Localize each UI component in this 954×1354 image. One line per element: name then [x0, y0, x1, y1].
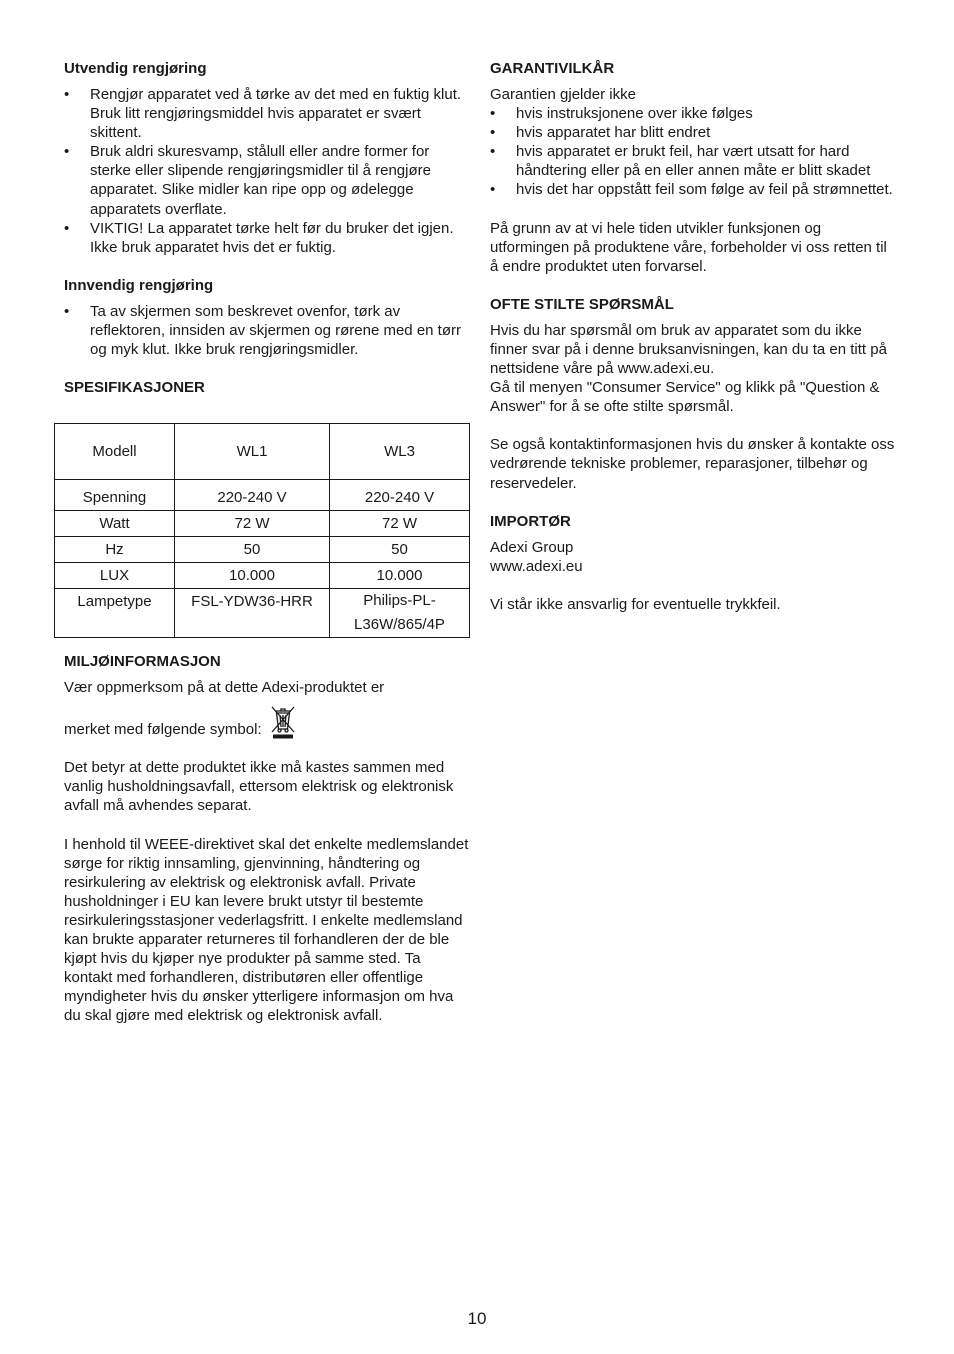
table-cell: 220-240 V	[330, 480, 470, 511]
list-item: • Bruk aldri skuresvamp, stålull eller andre former for sterke eller slipende rengjøringsmidler til å rengjøre apparatet. Slike midler kan ripe opp og ødelegge apparatets overflate.	[64, 142, 469, 218]
heading-specifications: SPESIFIKASJONER	[64, 379, 205, 397]
environment-symbol-text: merket med følgende symbol:	[64, 721, 262, 739]
table-cell: Watt	[55, 511, 175, 537]
table-cell: Lampetype	[55, 589, 175, 638]
list-item: • VIKTIG! La apparatet tørke helt før du bruker det igjen. Ikke bruk apparatet hvis det er fuktig.	[64, 219, 469, 257]
list-item: • hvis det har oppstått feil som følge av feil på strømnettet.	[490, 180, 895, 199]
table-cell: LUX	[55, 563, 175, 589]
table-cell: 50	[175, 537, 330, 563]
table-cell: 72 W	[175, 511, 330, 537]
table-cell: 72 W	[330, 511, 470, 537]
table-cell: 10.000	[330, 563, 470, 589]
table-row	[55, 480, 470, 511]
warranty-intro: Garantien gjelder ikke	[490, 86, 636, 103]
table-row	[55, 537, 470, 563]
heading-faq: OFTE STILTE SPØRSMÅL	[490, 295, 674, 313]
table-cell: FSL-YDW36-HRR	[175, 589, 330, 638]
heading-environment: MILJØINFORMASJON	[64, 653, 221, 671]
heading-interior-cleaning: Innvendig rengjøring	[64, 276, 214, 294]
weee-symbol-line	[64, 705, 469, 739]
table-row	[55, 511, 470, 537]
table-header-cell: Modell	[55, 424, 175, 480]
right-column	[490, 59, 895, 614]
table-cell: 50	[330, 537, 470, 563]
interior-cleaning-list	[64, 302, 469, 359]
table-header-cell: WL1	[175, 424, 330, 480]
warranty-note: På grunn av at vi hele tiden utvikler funksjonen og utformingen på produktene våre, forbeholder vi oss retten til å endre produktet uten forvarsel.	[490, 219, 887, 275]
table-cell: 220-240 V	[175, 480, 330, 511]
faq-paragraph: Hvis du har spørsmål om bruk av apparatet som du ikke finner svar på i denne bruksanvisningen, kan du ta en titt på nettsidene våre på www.adexi.eu.	[490, 321, 887, 378]
table-cell: Philips-PL- L36W/865/4P	[330, 589, 470, 638]
misprint-disclaimer: Vi står ikke ansvarlig for eventuelle trykkfeil.	[490, 595, 781, 613]
crossed-out-wheelie-bin-icon	[270, 705, 296, 739]
weee-paragraph: I henhold til WEEE-direktivet skal det enkelte medlemslandet sørge for riktig innsamling, gjenvinning, håndtering og resirkulering av elektrisk og elektronisk avfall. Private husholdninger i EU kan levere brukt utstyr til bestemte resirkuleringsstasjoner vederlagsfritt. I enkelte medlemsland kan brukte apparater returneres til forhandleren der de ble kjøpt hvis du kjøper nye produkter på samme sted. Ta kontakt med forhandleren, distributøren eller offentlige myndigheter hvis du ønsker ytterligere informasjon om hva du skal gjøre med elektrisk og elektronisk avfall.	[64, 835, 469, 1025]
exterior-cleaning-list	[64, 85, 469, 257]
list-item: • Ta av skjermen som beskrevet ovenfor, tørk av reflektoren, innsiden av skjermen og rørene med en tørr og myk klut. Ikke bruk rengjøringsmidler.	[64, 302, 469, 359]
table-cell: 10.000	[175, 563, 330, 589]
table-header-cell: WL3	[330, 424, 470, 480]
list-item: • hvis apparatet har blitt endret	[490, 123, 895, 142]
specifications-table	[54, 423, 470, 638]
page-number: 10	[467, 1309, 487, 1328]
left-column	[64, 59, 469, 1025]
table-row	[55, 563, 470, 589]
faq-paragraph: Gå til menyen "Consumer Service" og klikk på "Question & Answer" for å se ofte stilte spørsmål.	[490, 379, 880, 416]
heading-warranty: GARANTIVILKÅR	[490, 60, 615, 77]
table-cell: Spenning	[55, 480, 175, 511]
warranty-list	[490, 104, 895, 199]
heading-exterior-cleaning: Utvendig rengjøring	[64, 60, 207, 77]
heading-importer: IMPORTØR	[490, 512, 571, 530]
table-header-row	[55, 424, 470, 480]
table-row	[55, 589, 470, 638]
importer-url: www.adexi.eu	[490, 557, 583, 575]
list-item: • hvis instruksjonene over ikke følges	[490, 104, 895, 123]
table-cell: Hz	[55, 537, 175, 563]
environment-intro-text: Vær oppmerksom på at dette Adexi-produktet er	[64, 679, 385, 697]
list-item: • hvis apparatet er brukt feil, har vært utsatt for hard håndtering eller på en eller annen måte er blitt skadet	[490, 142, 895, 180]
faq-contact-paragraph: Se også kontaktinformasjonen hvis du ønsker å kontakte oss vedrørende tekniske problemer, reparasjoner, tilbehør og reservedeler.	[490, 436, 895, 492]
environment-paragraph: Det betyr at dette produktet ikke må kastes sammen med vanlig husholdningsavfall, ettersom elektrisk og elektronisk avfall må avhendes separat.	[64, 759, 454, 815]
importer-name: Adexi Group	[490, 538, 574, 556]
list-item: • Rengjør apparatet ved å tørke av det med en fuktig klut. Bruk litt rengjøringsmiddel hvis apparatet er svært skittent.	[64, 85, 469, 142]
